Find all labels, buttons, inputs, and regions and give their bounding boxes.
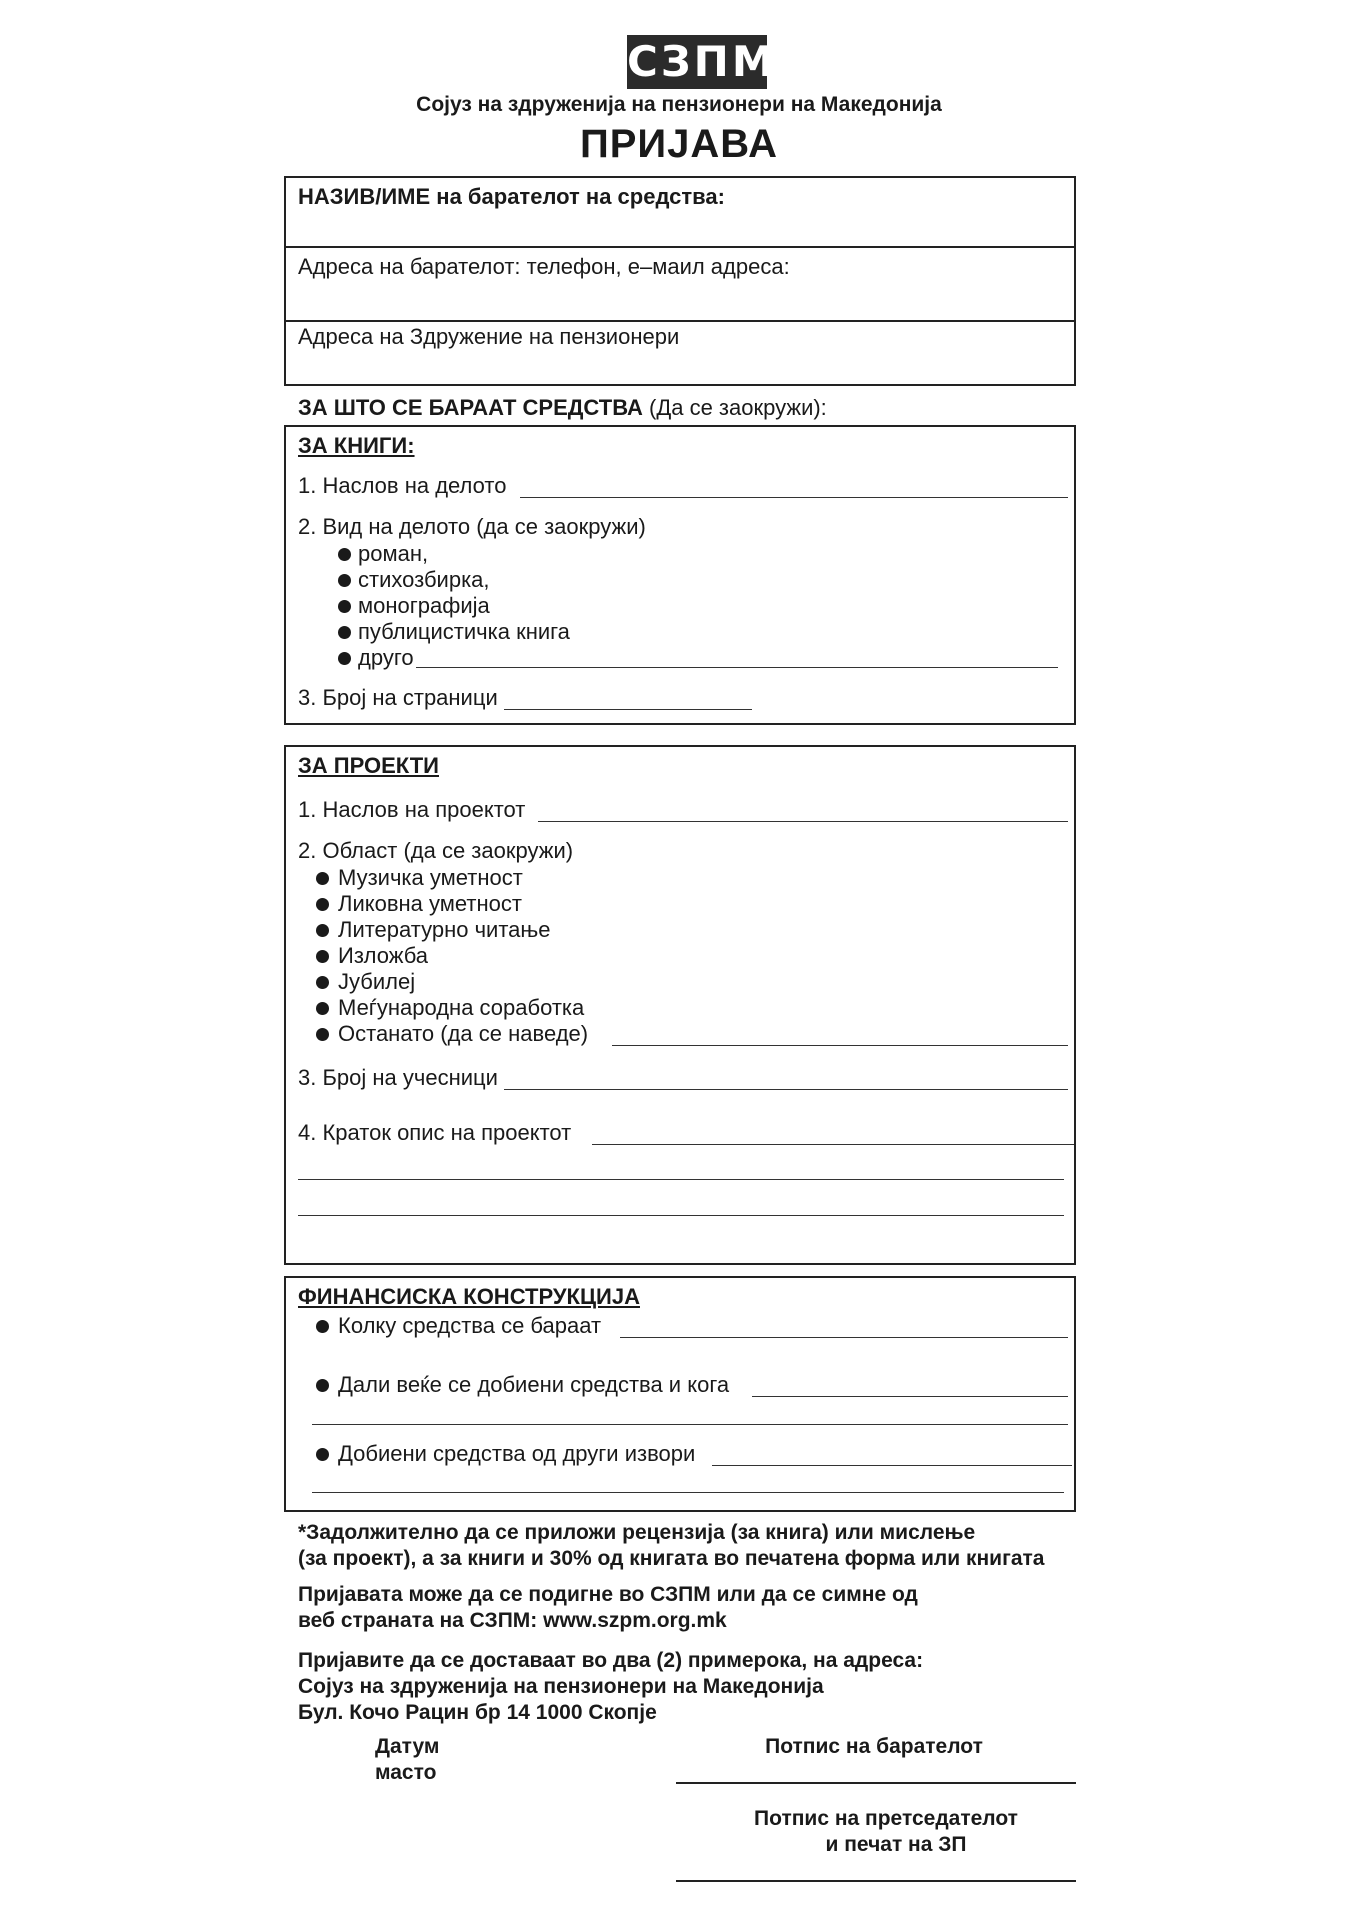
applicant-contact-label: Адреса на барателот: телефон, е–маил адреса: [298, 254, 790, 279]
book-pages-label: 3. Број на страници [298, 685, 498, 710]
finance-other-sources-label: Добиени средства од други извори [338, 1441, 696, 1466]
book-type-option[interactable]: монографија [358, 593, 490, 618]
finance-received-line[interactable] [312, 1424, 1068, 1425]
purpose-heading: ЗА ШТО СЕ БАРААТ СРЕДСТВА [298, 395, 643, 420]
project-participants-label: 3. Број на учесници [298, 1065, 498, 1090]
project-area-label: 2. Област (да се заокружи) [298, 838, 574, 863]
organization-name: Сојуз на здруженија на пензионери на Македонија [416, 93, 942, 116]
project-title-label: 1. Наслов на проектот [298, 797, 526, 822]
applicant-signature-label: Потпис на барателот [765, 1735, 983, 1758]
place-label: масто [375, 1761, 437, 1784]
mandatory-note-line-1: *Задолжително да се приложи рецензија (за книга) или мислење [298, 1521, 976, 1544]
submit-note-line-3: Бул. Кочо Рацин бр 14 1000 Скопје [298, 1701, 657, 1724]
chair-signature-label: Потпис на претседателот [754, 1807, 1018, 1830]
bullet-icon [338, 626, 351, 639]
purpose-heading-note: (Да се заокружи): [649, 395, 827, 420]
bullet-icon [338, 548, 351, 561]
bullet-icon [338, 574, 351, 587]
books-heading: ЗА КНИГИ: [298, 433, 415, 458]
bullet-icon [316, 898, 329, 911]
project-participants-input[interactable] [504, 1089, 1068, 1090]
project-description-label: 4. Краток опис на проектот [298, 1120, 572, 1145]
bullet-icon [316, 976, 329, 989]
bullet-icon [316, 950, 329, 963]
project-area-option[interactable]: Останато (да се наведе) [338, 1021, 589, 1046]
bullet-icon [316, 1379, 329, 1392]
chair-signature-line[interactable] [676, 1880, 1076, 1882]
book-title-label: 1. Наслов на делото [298, 473, 507, 498]
bullet-icon [316, 1002, 329, 1015]
books-section [284, 425, 1076, 725]
bullet-icon [316, 1028, 329, 1041]
organization-logo: СЗПМ [627, 35, 767, 89]
book-pages-input[interactable] [504, 709, 752, 710]
finance-section [284, 1276, 1076, 1512]
book-type-other-input[interactable] [416, 667, 1058, 668]
project-title-input[interactable] [538, 821, 1068, 822]
projects-section [284, 745, 1076, 1265]
download-note-line-2: веб страната на СЗПМ: www.szpm.org.mk [298, 1609, 727, 1632]
finance-other-sources-input[interactable] [712, 1465, 1072, 1466]
project-description-line[interactable] [298, 1215, 1064, 1216]
book-type-label: 2. Вид на делото (да се заокружи) [298, 514, 646, 539]
purpose-heading-line [298, 395, 827, 421]
bullet-icon [316, 1320, 329, 1333]
finance-heading: ФИНАНСИСКА КОНСТРУКЦИЈА [298, 1284, 640, 1309]
project-area-option[interactable]: Литературно читање [338, 917, 551, 942]
stamp-label: и печат на ЗП [825, 1833, 967, 1856]
project-area-option[interactable]: Јубилеј [338, 969, 416, 994]
project-area-option[interactable]: Изложба [338, 943, 429, 968]
bullet-icon [316, 872, 329, 885]
finance-amount-label: Колку средства се бараат [338, 1313, 602, 1338]
finance-received-label: Дали веќе се добиени средства и кога [338, 1372, 730, 1397]
bullet-icon [338, 652, 351, 665]
book-type-option[interactable]: публицистичка книга [358, 619, 570, 644]
book-type-option[interactable]: роман, [358, 541, 429, 566]
finance-other-sources-line[interactable] [312, 1492, 1064, 1493]
form-title: ПРИЈАВА [579, 122, 779, 166]
applicant-section [284, 176, 1076, 386]
mandatory-note-line-2: (за проект), а за книги и 30% од книгата во печатена форма или книгата [298, 1547, 1045, 1570]
association-address-label: Адреса на Здружение на пензионери [298, 324, 680, 349]
applicant-name-label: НАЗИВ/ИМЕ на барателот на средства: [298, 184, 725, 209]
applicant-contact-field[interactable] [286, 246, 1074, 322]
project-area-other-input[interactable] [612, 1045, 1068, 1046]
applicant-name-field[interactable] [286, 178, 1074, 248]
finance-received-input[interactable] [752, 1396, 1068, 1397]
association-address-field[interactable] [286, 320, 1074, 384]
project-area-option[interactable]: Ликовна уметност [338, 891, 522, 916]
project-description-line[interactable] [298, 1179, 1064, 1180]
book-type-option[interactable]: стихозбирка, [358, 567, 490, 592]
bullet-icon [316, 1448, 329, 1461]
project-area-option[interactable]: Меѓународна соработка [338, 995, 585, 1020]
download-note-line-1: Пријавата може да се подигне во СЗПМ или да се симне од [298, 1583, 918, 1606]
bullet-icon [316, 924, 329, 937]
book-title-input[interactable] [520, 497, 1068, 498]
submit-note-line-2: Сојуз на здруженија на пензионери на Македонија [298, 1675, 824, 1698]
finance-amount-input[interactable] [620, 1337, 1068, 1338]
bullet-icon [338, 600, 351, 613]
date-label: Датум [375, 1735, 440, 1758]
projects-heading: ЗА ПРОЕКТИ [298, 753, 439, 778]
submit-note-line-1: Пријавите да се доставаат во два (2) примерока, на адреса: [298, 1649, 924, 1672]
applicant-signature-line[interactable] [676, 1782, 1076, 1784]
project-area-option[interactable]: Музичка уметност [338, 865, 523, 890]
project-description-input[interactable] [592, 1144, 1074, 1145]
book-type-option[interactable]: друго [358, 645, 414, 670]
